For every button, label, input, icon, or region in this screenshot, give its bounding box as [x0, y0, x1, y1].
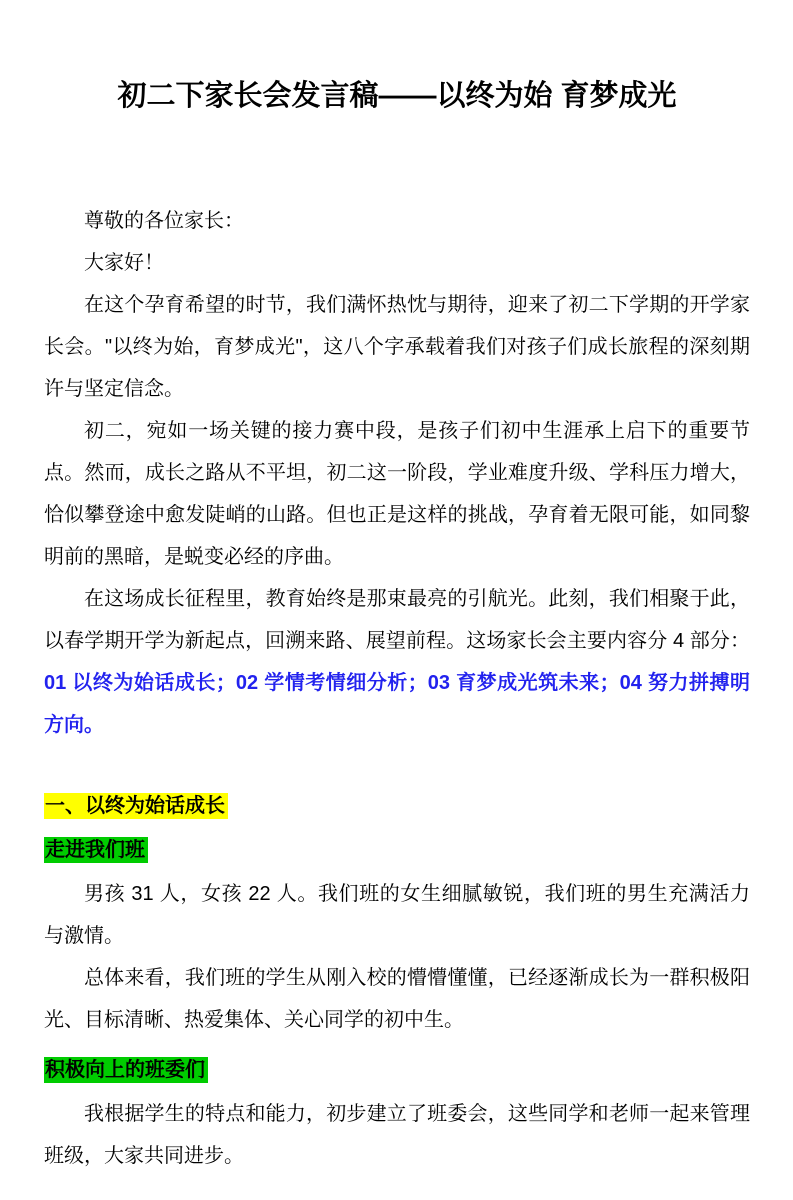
grade2-paragraph: 初二，宛如一场关键的接力赛中段，是孩子们初中生涯承上启下的重要节点。然而，成长之路从不平坦，初二这一阶段，学业难度升级、学科压力增大，恰似攀登途中愈发陡峭的山路。但也正是这样的挑战，孕育着无限可能，如同黎明前的黑暗，是蜕变必经的序曲。 [44, 420, 750, 568]
document-title: 初二下家长会发言稿——以终为始 育梦成光 [117, 80, 677, 112]
section-1-heading-text: 一、以终为始话成长 [44, 793, 228, 819]
subheading-class-intro [44, 835, 750, 865]
subheading-class-intro-text: 走进我们班 [44, 837, 148, 863]
greeting-paragraph: 大家好！ [84, 252, 164, 274]
agenda-paragraph [44, 578, 750, 746]
document-page [0, 78, 793, 1200]
agenda-intro-text: 在这场成长征程里，教育始终是那束最亮的引航光。此刻，我们相聚于此，以春学期开学为新起点，回溯来路、展望前程。这场家长会主要内容分 4 部分： [44, 588, 750, 652]
subheading-committee [44, 1055, 750, 1085]
class-growth-paragraph: 总体来看，我们班的学生从刚入校的懵懵懂懂，已经逐渐成长为一群积极阳光、目标清晰、热爱集体、关心同学的初中生。 [44, 967, 750, 1031]
opening-paragraph: 在这个孕育希望的时节，我们满怀热忱与期待，迎来了初二下学期的开学家长会。"以终为始，育梦成光"，这八个字承载着我们对孩子们成长旅程的深刻期许与坚定信念。 [44, 294, 750, 400]
class-composition-paragraph: 男孩 31 人，女孩 22 人。我们班的女生细腻敏锐，我们班的男生充满活力与激情。 [44, 883, 750, 947]
agenda-items-text: 01 以终为始话成长；02 学情考情细分析；03 育梦成光筑未来；04 努力拼搏明方向。 [44, 672, 750, 736]
committee-paragraph: 我根据学生的特点和能力，初步建立了班委会，这些同学和老师一起来管理班级，大家共同进步。 [44, 1103, 750, 1167]
section-1-heading [44, 791, 750, 821]
salutation-paragraph: 尊敬的各位家长： [84, 210, 244, 232]
subheading-committee-text: 积极向上的班委们 [44, 1057, 208, 1083]
